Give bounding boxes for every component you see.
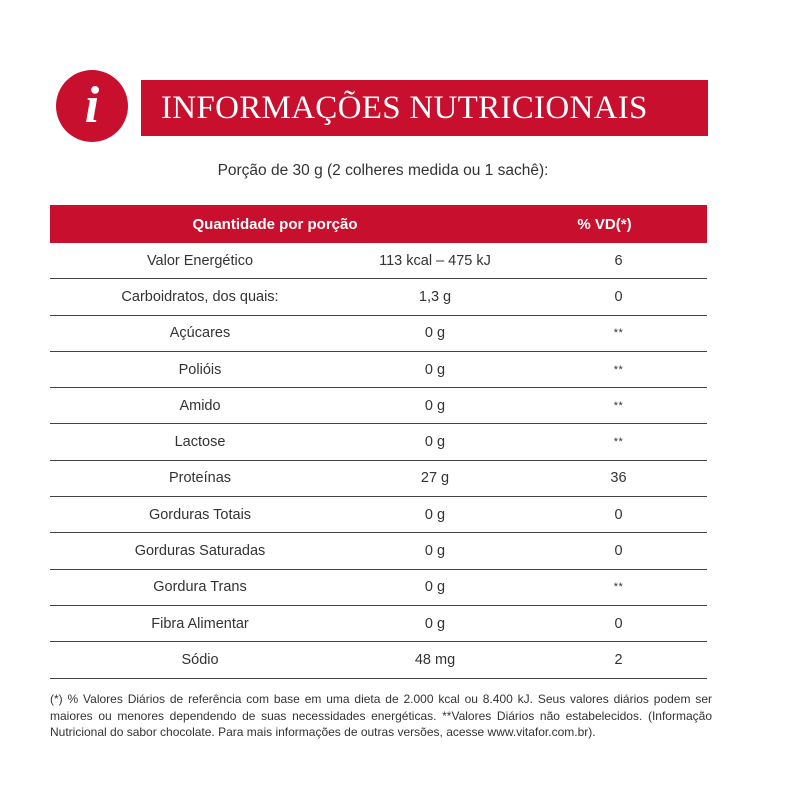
nutrient-amount: 27 g <box>420 470 450 487</box>
nutrition-table <box>50 205 707 679</box>
table-body <box>50 243 707 679</box>
nutrient-daily-value: 36 <box>610 470 627 487</box>
nutrient-daily-value: ** <box>613 399 624 412</box>
nutrient-amount: 0 g <box>424 361 446 378</box>
nutrient-daily-value: 0 <box>614 615 623 632</box>
nutrient-amount: 0 g <box>424 325 446 342</box>
title-banner <box>141 80 708 136</box>
header-daily-value: % VD(*) <box>577 215 632 233</box>
nutrient-name: Gorduras Saturadas <box>134 543 266 560</box>
nutrient-name: Açúcares <box>169 325 231 342</box>
nutrient-daily-value: 2 <box>614 651 623 668</box>
header-quantity: Quantidade por porção <box>192 215 358 233</box>
nutrient-name: Amido <box>179 397 221 414</box>
table-row <box>50 352 707 388</box>
nutrient-daily-value: ** <box>613 363 624 376</box>
nutrient-name: Gorduras Totais <box>148 506 252 523</box>
nutrient-name: Gordura Trans <box>153 579 247 596</box>
footnote: (*) % Valores Diários de referência com base em uma dieta de 2.000 kcal ou 8.400 kJ. Seus valores diários podem ser maiores ou menores dependendo de suas necessidades energéticas. **Valores Diários não estabelecidos. (Informação Nutricional do sabor chocolate. Para mais informações de outras versões, acesse www.vitafor.com.br). <box>50 692 712 739</box>
nutrient-name: Polióis <box>178 361 222 378</box>
table-row <box>50 642 707 678</box>
nutrient-amount: 0 g <box>424 434 446 451</box>
portion-size: Porção de 30 g (2 colheres medida ou 1 sachê): <box>217 162 549 179</box>
nutrient-amount: 0 g <box>424 543 446 560</box>
table-row <box>50 606 707 642</box>
nutrient-amount: 1,3 g <box>418 288 452 305</box>
table-row <box>50 461 707 497</box>
nutrient-amount: 0 g <box>424 397 446 414</box>
nutrient-amount: 113 kcal – 475 kJ <box>379 252 491 269</box>
nutrient-name: Lactose <box>174 434 226 451</box>
table-row <box>50 316 707 352</box>
nutrient-amount: 0 g <box>424 506 446 523</box>
table-row <box>50 388 707 424</box>
table-row <box>50 243 707 279</box>
nutrient-daily-value: ** <box>613 436 624 449</box>
nutrient-daily-value: 0 <box>614 288 623 305</box>
page-title: INFORMAÇÕES NUTRICIONAIS <box>161 89 648 126</box>
table-row <box>50 533 707 569</box>
table-row <box>50 424 707 460</box>
nutrient-amount: 0 g <box>424 615 446 632</box>
nutrient-name: Carboidratos, dos quais: <box>121 288 279 305</box>
table-row <box>50 279 707 315</box>
nutrient-amount: 48 mg <box>414 651 456 668</box>
nutrient-name: Sódio <box>181 651 219 668</box>
nutrient-daily-value: ** <box>613 581 624 594</box>
table-row <box>50 570 707 606</box>
nutrient-daily-value: 6 <box>614 252 623 269</box>
nutrient-amount: 0 g <box>424 579 446 596</box>
nutrient-name: Valor Energético <box>146 252 254 269</box>
nutrient-daily-value: ** <box>613 327 624 340</box>
table-row <box>50 497 707 533</box>
nutrient-daily-value: 0 <box>614 506 623 523</box>
info-icon: i <box>56 70 128 142</box>
nutrient-name: Fibra Alimentar <box>151 615 249 632</box>
table-header <box>50 205 707 243</box>
nutrient-daily-value: 0 <box>614 543 623 560</box>
nutrient-name: Proteínas <box>168 470 232 487</box>
